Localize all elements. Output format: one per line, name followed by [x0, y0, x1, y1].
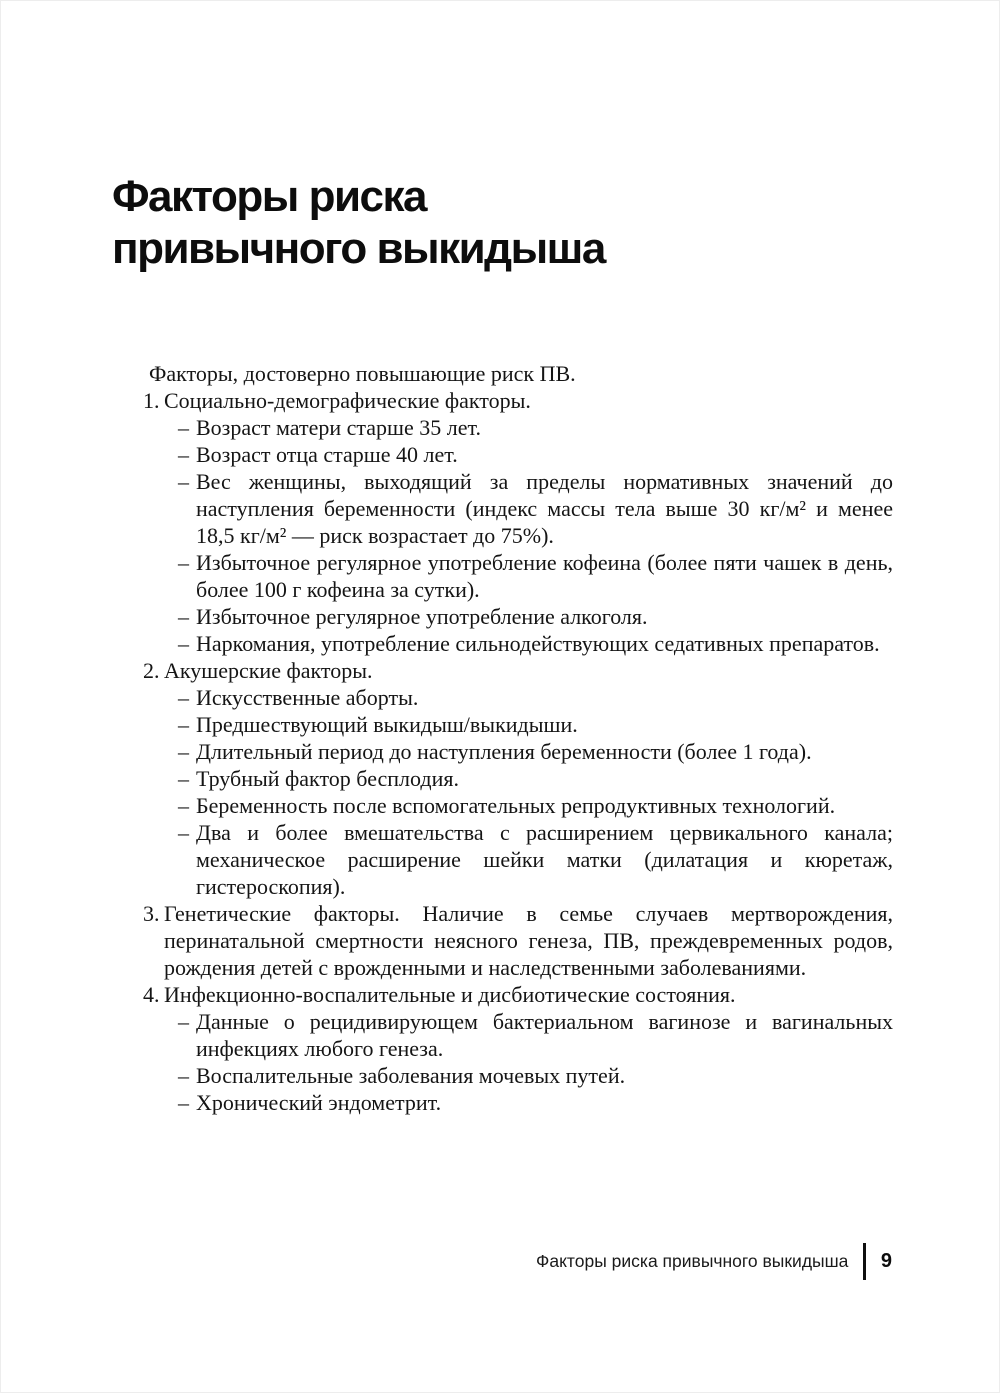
page-footer — [536, 1239, 892, 1283]
chapter-title-line-2: привычного выкидыша — [112, 224, 605, 273]
dash-marker: – — [178, 604, 189, 629]
sub-list-item — [178, 630, 893, 657]
dash-marker: – — [178, 820, 189, 845]
dash-marker: – — [178, 469, 189, 494]
sub-list-item — [178, 1062, 893, 1089]
item-number: 4. — [143, 982, 160, 1007]
sub-list-item — [178, 549, 893, 603]
sub-item-text: Искусственные аборты. — [196, 685, 419, 710]
item-text: Инфекционно-воспалительные и дисбиотические состояния. — [164, 982, 736, 1007]
item-number: 3. — [143, 901, 160, 926]
sub-item-text: Возраст матери старше 35 лет. — [196, 415, 481, 440]
item-number: 2. — [143, 658, 160, 683]
item-text: Генетические факторы. Наличие в семье случаев мертворождения, перинатальной смертности неясного генеза, ПВ, преждевременных родов, рождения детей с врожденными и наследственными заболеваниями. — [164, 901, 893, 980]
item-text: Социально-демографические факторы. — [164, 388, 531, 413]
sub-item-text: Избыточное регулярное употребление алкоголя. — [196, 604, 648, 629]
sub-list-item — [178, 468, 893, 549]
sub-item-text: Возраст отца старше 40 лет. — [196, 442, 458, 467]
sub-item-text: Длительный период до наступления беременности (более 1 года). — [196, 739, 812, 764]
sub-item-text: Вес женщины, выходящий за пределы нормативных значений до наступления беременности (индекс массы тела выше 30 кг/м² и менее 18,5 кг/м² — риск возрастает до 75%). — [196, 469, 893, 548]
page-number: 9 — [880, 1249, 892, 1272]
dash-marker: – — [178, 712, 189, 737]
sub-list-item — [178, 738, 893, 765]
sub-item-text: Воспалительные заболевания мочевых путей. — [196, 1063, 626, 1088]
sub-item-text: Данные о рецидивирующем бактериальном вагинозе и вагинальных инфекциях любого генеза. — [196, 1009, 893, 1061]
sub-list-item — [178, 414, 893, 441]
dash-marker: – — [178, 1090, 189, 1115]
dash-marker: – — [178, 550, 189, 575]
sub-list-item — [178, 711, 893, 738]
sub-list-item — [178, 792, 893, 819]
list-item-4 — [143, 981, 893, 1116]
intro-paragraph: Факторы, достоверно повышающие риск ПВ. — [149, 361, 576, 386]
sub-item-text: Трубный фактор бесплодия. — [196, 766, 459, 791]
chapter-title-line-1: Факторы риска — [112, 172, 426, 221]
dash-marker: – — [178, 685, 189, 710]
chapter-title — [112, 171, 605, 275]
dash-marker: – — [178, 1063, 189, 1088]
footer-running-title: Факторы риска привычного выкидыша — [536, 1250, 849, 1271]
sub-list-item — [178, 1008, 893, 1062]
sub-list-item — [178, 603, 893, 630]
list-item-2 — [143, 657, 893, 900]
sub-list-item — [178, 765, 893, 792]
list-item-3 — [143, 900, 893, 981]
item-text: Акушерские факторы. — [164, 658, 373, 683]
sub-item-text: Предшествующий выкидыш/выкидыши. — [196, 712, 578, 737]
footer-divider — [863, 1243, 866, 1280]
sub-list-item — [178, 1089, 893, 1116]
dash-marker: – — [178, 766, 189, 791]
sub-item-text: Беременность после вспомогательных репродуктивных технологий. — [196, 793, 836, 818]
sub-item-text: Два и более вмешательства с расширением цервикального канала; механическое расширение шейки матки (дилатация и кюретаж, гистероскопия). — [196, 820, 893, 899]
body-text — [143, 360, 893, 1116]
sub-item-text: Хронический эндометрит. — [196, 1090, 442, 1115]
dash-marker: – — [178, 793, 189, 818]
item-number: 1. — [143, 388, 160, 413]
sub-list-item — [178, 819, 893, 900]
sub-item-text: Избыточное регулярное употребление кофеина (более пяти чашек в день, более 100 г кофеина за сутки). — [196, 550, 893, 602]
dash-marker: – — [178, 415, 189, 440]
dash-marker: – — [178, 631, 189, 656]
dash-marker: – — [178, 1009, 189, 1034]
dash-marker: – — [178, 442, 189, 467]
list-item-1 — [143, 387, 893, 657]
dash-marker: – — [178, 739, 189, 764]
sub-item-text: Наркомания, употребление сильнодействующих седативных препаратов. — [196, 631, 880, 656]
sub-list-item — [178, 684, 893, 711]
sub-list-item — [178, 441, 893, 468]
